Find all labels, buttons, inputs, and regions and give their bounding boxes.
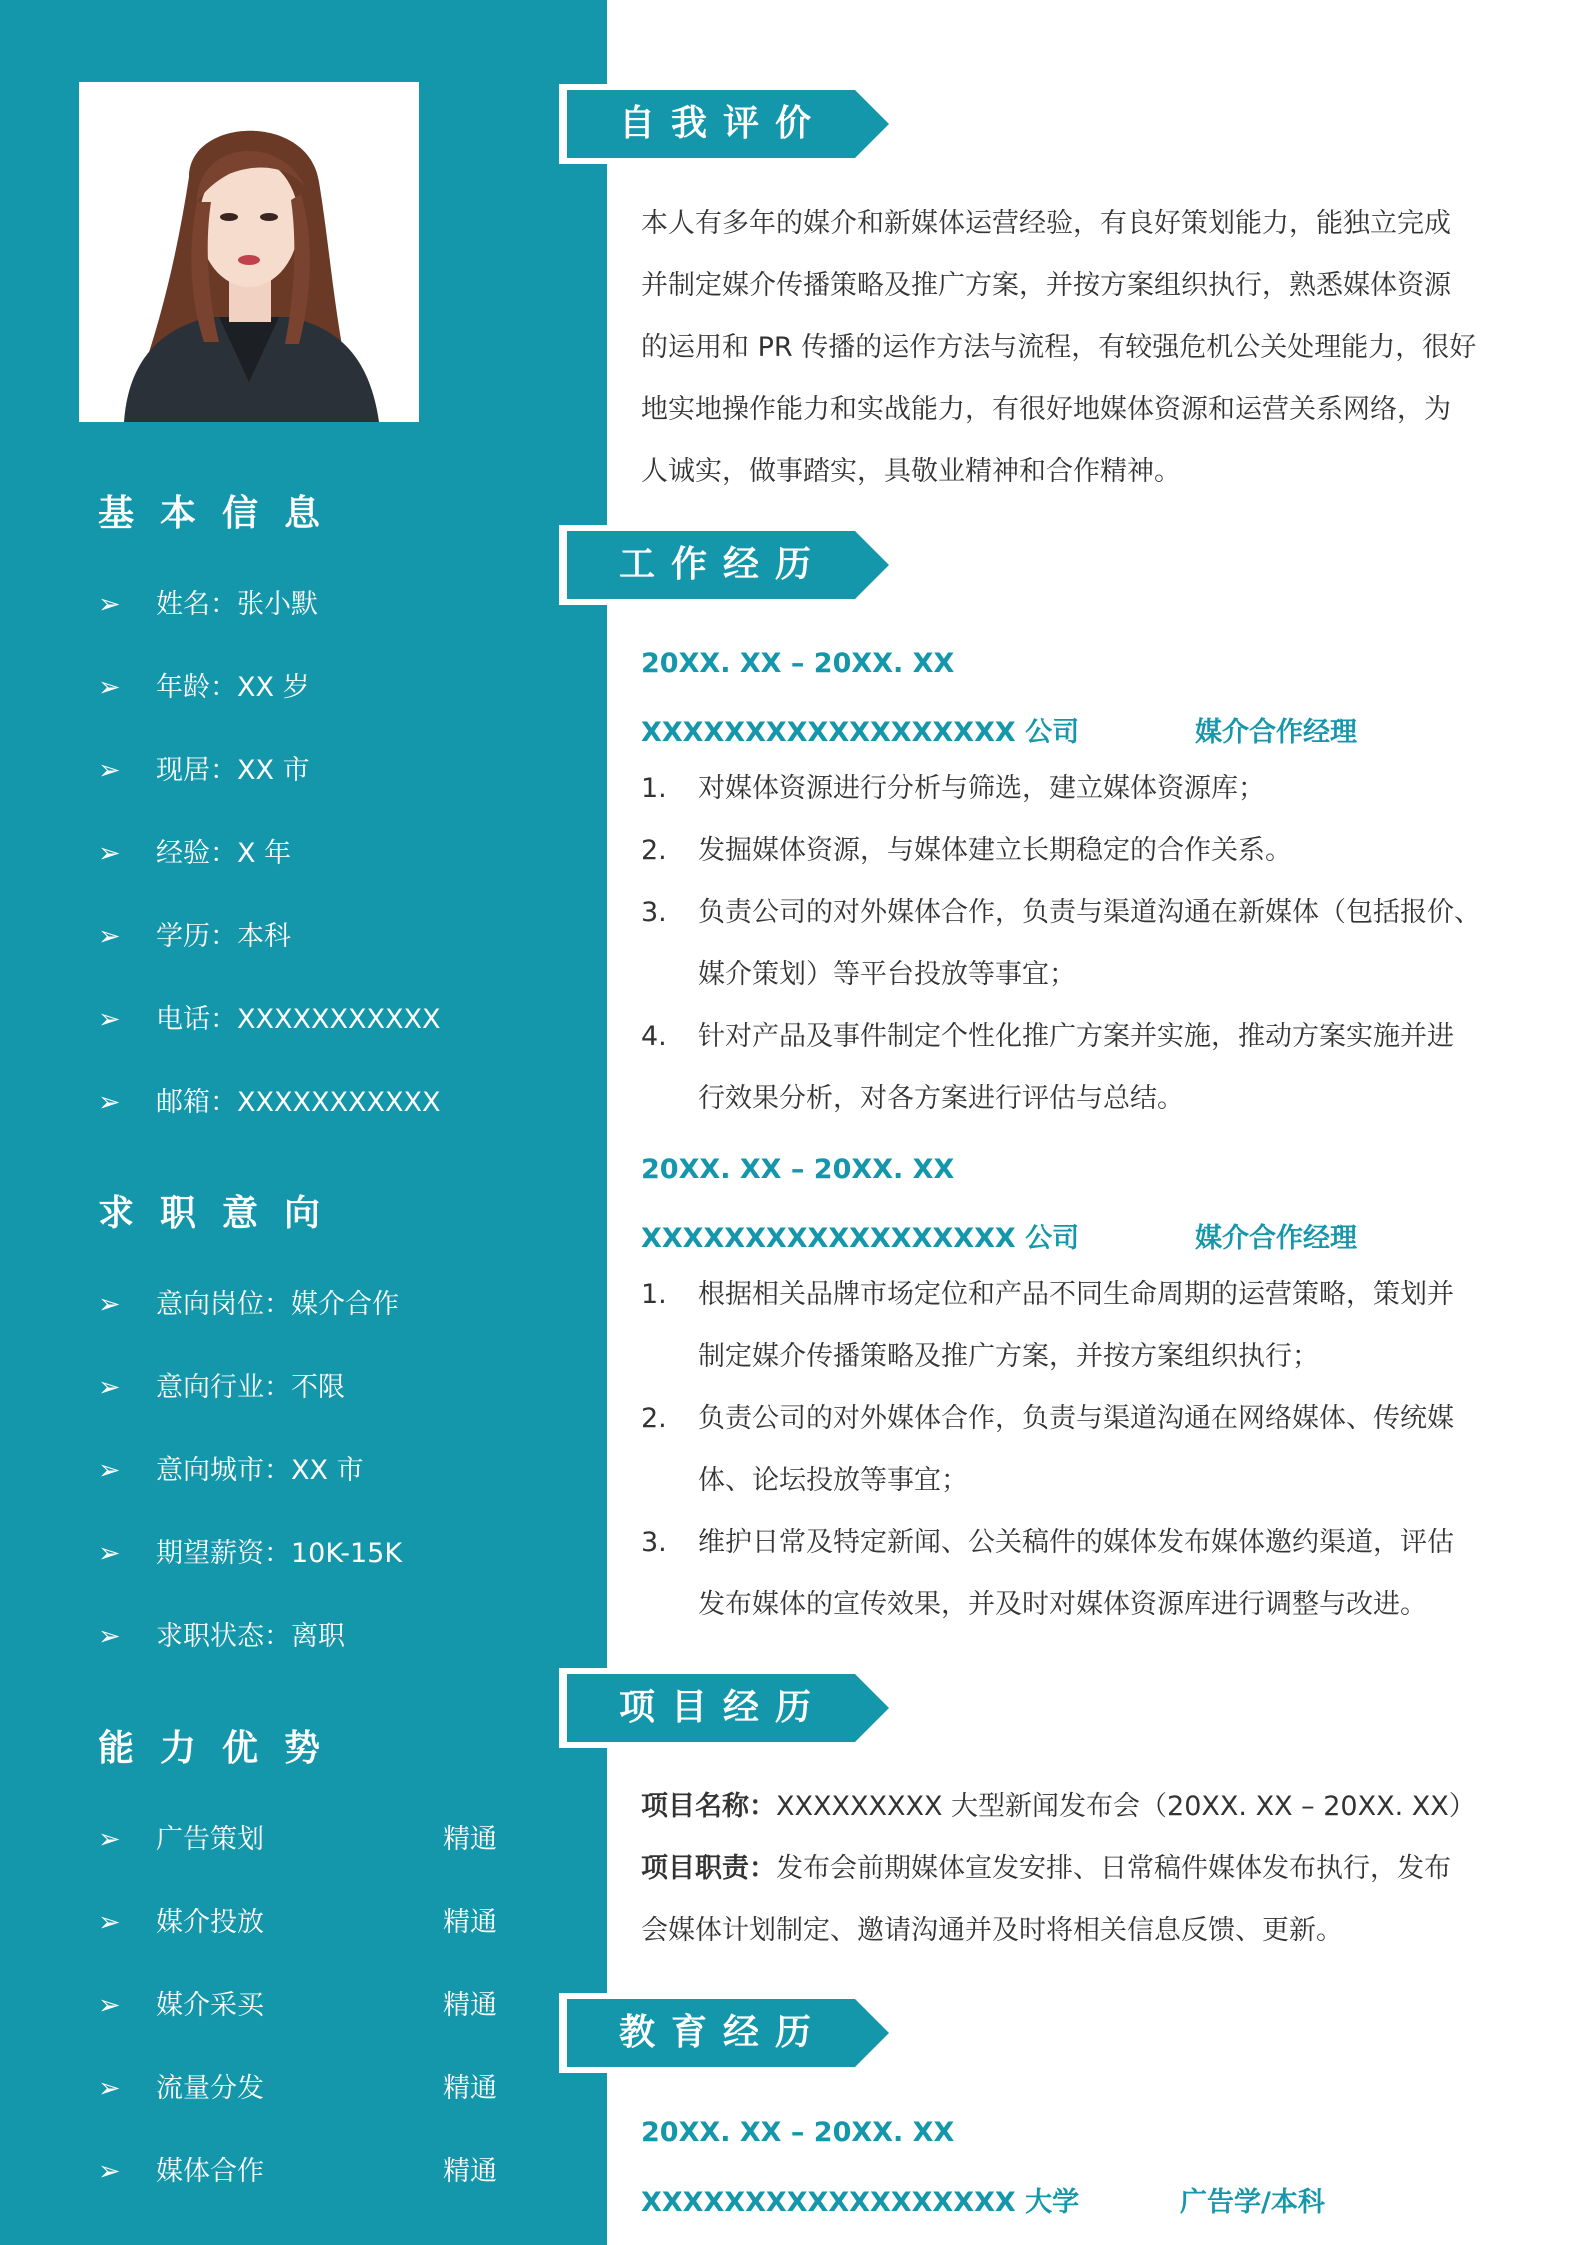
arrow-icon: ➢ — [98, 2156, 121, 2187]
job-intent-item: ➢ 求职状态：离职 — [98, 1621, 345, 1652]
arrow-icon: ➢ — [98, 1087, 121, 1118]
basic-info-item: ➢ 学历：本科 — [98, 921, 291, 952]
project-duty: 项目职责：发布会前期媒体宣发安排、日常稿件媒体发布执行，发布 — [641, 1853, 1451, 1884]
basic-info-item: ➢ 邮箱：XXXXXXXXXXX — [98, 1087, 441, 1118]
job-duty: 1. 根据相关品牌市场定位和产品不同生命周期的运营策略，策划并 制定媒介传播策略及推广方案，并按方案组织执行； — [641, 1279, 1454, 1372]
project-duty-cont: 会媒体计划制定、邀请沟通并及时将相关信息反馈、更新。 — [641, 1915, 1343, 1946]
job-intent-item: ➢ 意向城市：XX 市 — [98, 1455, 364, 1486]
basic-info-item: ➢ 电话：XXXXXXXXXXX — [98, 1004, 441, 1035]
arrow-icon: ➢ — [98, 672, 121, 703]
skill-level: 精通 — [443, 1990, 497, 2021]
skill-item: ➢ 媒体合作 精通 — [98, 2149, 264, 2188]
arrow-icon: ➢ — [98, 1824, 121, 1855]
job-role: 媒介合作经理 — [1195, 1223, 1357, 1254]
job-company: XXXXXXXXXXXXXXXXXX 公司 — [641, 1223, 1080, 1254]
arrow-icon: ➢ — [98, 589, 121, 620]
arrow-icon: ➢ — [98, 1372, 121, 1403]
arrow-icon: ➢ — [98, 1907, 121, 1938]
education-school: XXXXXXXXXXXXXXXXXX 大学 — [641, 2187, 1080, 2218]
education-date: 20XX. XX – 20XX. XX — [641, 2117, 955, 2148]
job-duty: 3. 负责公司的对外媒体合作，负责与渠道沟通在新媒体（包括报价、 媒介策划）等平台投放等事宜； — [641, 897, 1481, 990]
project-name: 项目名称：XXXXXXXXX 大型新闻发布会（20XX. XX – 20XX. XX） — [641, 1791, 1476, 1822]
job-duty: 2. 发掘媒体资源，与媒体建立长期稳定的合作关系。 — [641, 835, 1292, 866]
skill-level: 精通 — [443, 1907, 497, 1938]
job-company: XXXXXXXXXXXXXXXXXX 公司 — [641, 717, 1080, 748]
self-eval-text: 本人有多年的媒介和新媒体运营经验，有良好策划能力，能独立完成 并制定媒介传播策略及推广方案，并按方案组织执行，熟悉媒体资源 的运用和 PR 传播的运作方法与流程，有较强危机公关处理能力，很好 地实地操作能力和实战能力，有很好地媒体资源和运营关系网络，为 人诚实，做事踏实，具敬业精神和合作精神。 — [641, 208, 1477, 487]
job-date: 20XX. XX – 20XX. XX — [641, 1154, 955, 1185]
section-title: 工作经历 — [619, 544, 828, 585]
job-intent-item: ➢ 意向岗位：媒介合作 — [98, 1289, 399, 1320]
arrow-icon: ➢ — [98, 1289, 121, 1320]
section-header-education — [559, 1993, 899, 2073]
job-duty: 3. 维护日常及特定新闻、公关稿件的媒体发布媒体邀约渠道，评估 发布媒体的宣传效果，并及时对媒体资源库进行调整与改进。 — [641, 1527, 1454, 1620]
basic-info-item: ➢ 姓名：张小默 — [98, 589, 318, 620]
arrow-icon: ➢ — [98, 2073, 121, 2104]
skill-item: ➢ 流量分发 精通 — [98, 2066, 264, 2105]
arrow-icon: ➢ — [98, 1621, 121, 1652]
basic-info-item: ➢ 经验：X 年 — [98, 838, 292, 869]
job-duty: 4. 针对产品及事件制定个性化推广方案并实施，推动方案实施并进 行效果分析，对各方案进行评估与总结。 — [641, 1021, 1454, 1114]
arrow-icon: ➢ — [98, 921, 121, 952]
arrow-icon: ➢ — [98, 755, 121, 786]
skill-item: ➢ 媒介投放 精通 — [98, 1900, 264, 1939]
education-major: 广告学/本科 — [1180, 2187, 1325, 2218]
job-intent-item: ➢ 意向行业：不限 — [98, 1372, 345, 1403]
skill-level: 精通 — [443, 2073, 497, 2104]
job-date: 20XX. XX – 20XX. XX — [641, 648, 955, 679]
arrow-icon: ➢ — [98, 1538, 121, 1569]
arrow-icon: ➢ — [98, 1004, 121, 1035]
basic-info-item: ➢ 现居：XX 市 — [98, 755, 310, 786]
arrow-icon: ➢ — [98, 1990, 121, 2021]
job-duty: 2. 负责公司的对外媒体合作，负责与渠道沟通在网络媒体、传统媒 体、论坛投放等事宜； — [641, 1403, 1454, 1496]
section-header-self-eval — [559, 84, 899, 164]
section-title: 项目经历 — [619, 1687, 828, 1728]
skill-level: 精通 — [443, 1824, 497, 1855]
job-intent-item: ➢ 期望薪资：10K-15K — [98, 1538, 403, 1569]
job-intent-title: 求职意向 — [98, 1193, 347, 1234]
arrow-icon: ➢ — [98, 1455, 121, 1486]
avatar-illustration — [79, 82, 419, 422]
skill-level: 精通 — [443, 2156, 497, 2187]
job-duty: 1. 对媒体资源进行分析与筛选，建立媒体资源库； — [641, 773, 1265, 804]
skill-item: ➢ 媒介采买 精通 — [98, 1983, 264, 2022]
arrow-icon: ➢ — [98, 838, 121, 869]
basic-info-item: ➢ 年龄：XX 岁 — [98, 672, 310, 703]
section-header-work — [559, 525, 899, 605]
section-title: 教育经历 — [619, 2012, 828, 2053]
profile-photo — [79, 82, 419, 422]
job-role: 媒介合作经理 — [1195, 717, 1357, 748]
section-header-project — [559, 1668, 899, 1748]
skills-title: 能力优势 — [98, 1728, 347, 1769]
basic-info-title: 基本信息 — [98, 493, 347, 534]
skill-item: ➢ 广告策划 精通 — [98, 1817, 264, 1856]
section-title: 自我评价 — [619, 103, 828, 144]
